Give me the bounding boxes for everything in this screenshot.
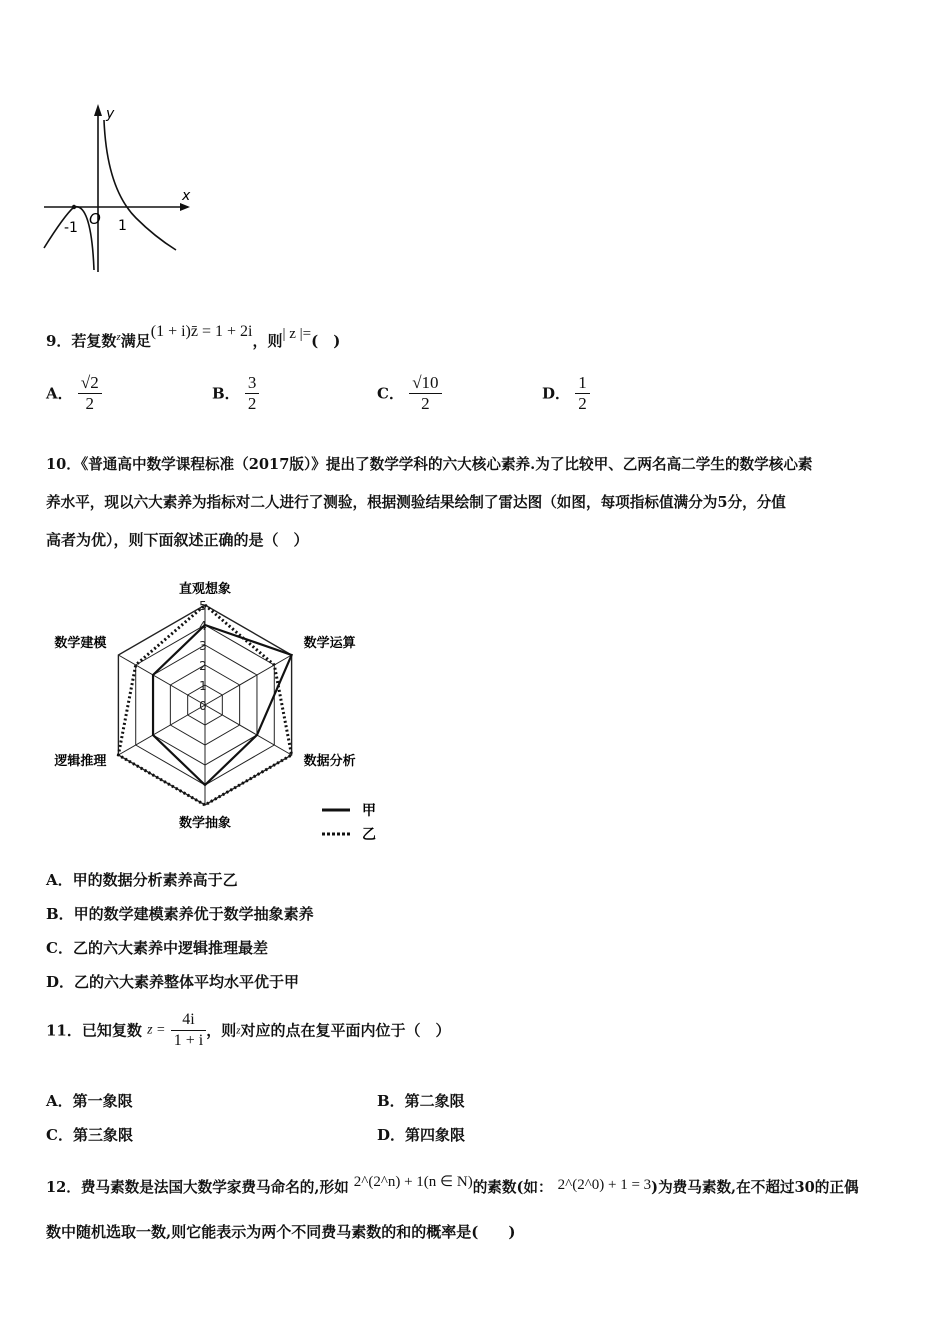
radar-spoke [205,705,292,755]
q9-option-c[interactable] [377,373,442,414]
radar-scale-label: 4 [199,619,207,633]
q9-option-b-label: B． [212,384,240,403]
q9-option-d-den: 2 [578,394,587,413]
q12-mid: 的素数(如： [472,1179,553,1196]
q9-option-a[interactable] [46,373,102,414]
question-12 [46,1172,859,1198]
origin-label: O [89,210,101,228]
radar-axis-label: 数学建模 [54,636,107,651]
q9-option-b-num: 3 [245,373,260,394]
q10-line-1: 10．《普通高中数学课程标准（2017版）》提出了数学学科的六大核心素养.为了比较甲、乙两名高二学生的数学核心素 [46,456,813,473]
q11-then: ，则 [206,1021,237,1040]
function-graph [40,100,200,280]
q9-option-c-label: C． [377,384,404,403]
q10-option-a[interactable]: A．甲的数据分析素养高于乙 [46,871,238,889]
q9-option-d-num: 1 [575,373,590,394]
q9-option-c-fraction [409,373,441,414]
q10-line-2: 养水平，现以六大素养为指标对二人进行了测验，根据测验结果绘制了雷达图（如图，每项指标值满分为5分，分值 [46,494,786,511]
q10-line-3: 高者为优），则下面叙述正确的是（ ） [46,531,309,549]
q9-option-b[interactable] [212,373,259,414]
radar-axis-label: 直观想象 [178,582,232,597]
q9-option-b-fraction [245,373,260,414]
q12-prefix: 12．费马素数是法国大数学家费马命名的,形如 [46,1179,349,1196]
q12-line-2: 数中随机选取一数,则它能表示为两个不同费马素数的和的概率是( ) [46,1223,516,1241]
q9-option-b-den: 2 [247,394,257,413]
q9-abs: | z |= [282,326,312,342]
q9-option-d-fraction [575,373,590,414]
radar-spoke [205,655,292,705]
q11-z: z [236,1024,241,1037]
tick-pos-label: 1 [118,218,127,234]
q11-option-b[interactable]: B．第二象限 [377,1092,465,1110]
q9-option-a-num: √2 [78,373,102,394]
legend-yi: 乙 [362,827,376,843]
q12-formula: 2^(2^n) + 1(n ∈ N) [353,1174,473,1190]
q9-option-d[interactable] [542,373,590,414]
radar-axis-label: 逻辑推理 [54,754,107,769]
q10-option-d[interactable]: D．乙的六大素养整体平均水平优于甲 [46,973,300,991]
q9-option-d-label: D． [542,384,571,403]
q9-option-a-den: 2 [85,394,95,413]
q9-option-c-num: √10 [409,373,441,394]
q11-frac-num: 4i [171,1010,206,1031]
q9-option-c-den: 2 [421,394,430,413]
q9-then: ，则 [252,332,283,350]
q12-example: 2^(2^0) + 1 = 3 [557,1177,652,1193]
q9-option-a-label: A． [46,384,73,403]
radar-chart [40,570,400,850]
radar-spoke [118,705,205,755]
x-axis-label: x [182,188,191,204]
radar-scale-label: 5 [199,599,207,613]
q11-option-d[interactable]: D．第四象限 [377,1126,466,1144]
question-11 [46,1010,451,1051]
q9-paren: ( ) [311,332,341,350]
q9-mid: 满足 [120,332,151,350]
tick-neg-label: -1 [64,220,78,236]
q10-option-b[interactable]: B．甲的数学建模素养优于数学抽象素养 [46,905,314,923]
q11-zeq: z = [147,1022,166,1038]
q11-rest: 对应的点在复平面内位于（ ） [240,1021,451,1040]
q10-option-c[interactable]: C．乙的六大素养中逻辑推理最差 [46,939,268,957]
q12-suffix: )为费马素数,在不超过30的正偶 [651,1179,859,1196]
question-9 [46,322,340,351]
q11-option-c[interactable]: C．第三象限 [46,1126,133,1144]
q11-fraction [171,1010,206,1051]
q11-number: 11．已知复数 [46,1021,142,1040]
radar-axis-label: 数据分析 [303,754,356,769]
q11-frac-den: 1 + i [173,1032,204,1049]
q9-number: 9．若复数 [46,332,117,350]
q11-option-a[interactable]: A．第一象限 [46,1092,133,1110]
radar-scale-label: 3 [199,639,207,653]
radar-scale-label: 1 [199,679,207,693]
radar-axis-label: 数学运算 [303,636,356,651]
q9-z: z [116,331,121,343]
q9-option-a-fraction [78,373,102,414]
legend-jia: 甲 [362,803,376,819]
y-axis-label: y [106,106,115,122]
radar-scale-label: 2 [199,659,207,673]
q9-expression: (1 + i)z̄ = 1 + 2i [150,323,253,340]
radar-axis-label: 数学抽象 [178,816,232,831]
radar-scale-label: 0 [199,699,207,713]
